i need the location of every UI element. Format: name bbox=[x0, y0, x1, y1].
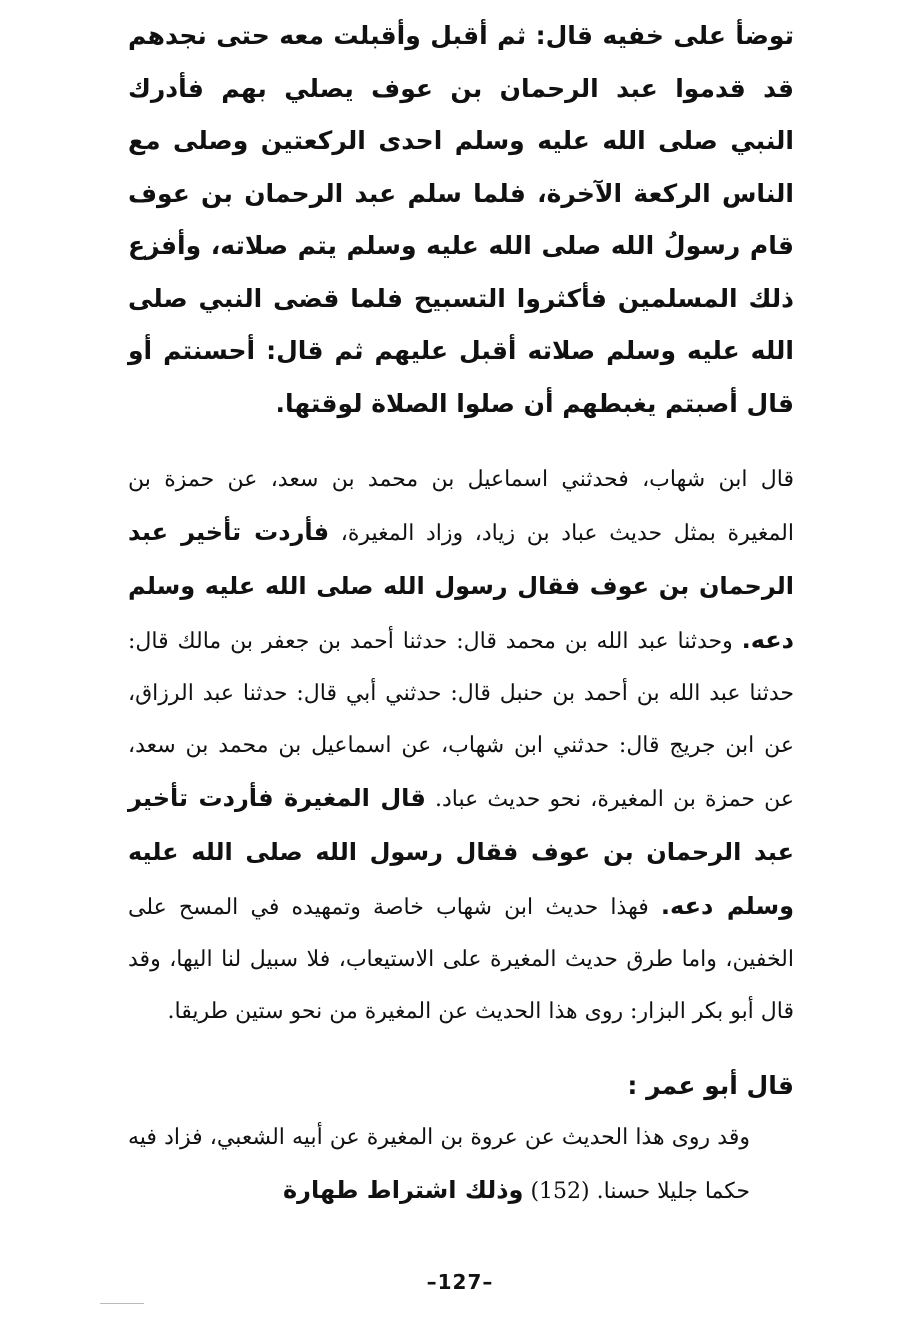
isnad-paragraph bbox=[128, 454, 794, 1038]
closing-text: وقد روى هذا الحديث عن عروة بن المغيرة عن أبيه الشعبي، فزاد فيه حكما جليلا حسنا. (152) bbox=[128, 1125, 750, 1204]
bold-quote: فأردت تأخير عبد الرحمان بن عوف فقال رسول الله صلى الله عليه وسلم دعه. bbox=[128, 518, 794, 654]
closing-paragraph bbox=[128, 1112, 794, 1218]
bold-quote: قال المغيرة فأردت تأخير عبد الرحمان بن عوف فقال رسول الله صلى الله عليه وسلم دعه. bbox=[128, 784, 794, 920]
commentary-text: فهذا حديث ابن شهاب خاصة وتمهيده في المسح على الخفين، واما طرق حديث المغيرة على الاستيعاب، فلا سبيل لنا اليها، وقد قال أبو بكر البزار: روى هذا الحديث عن المغيرة من نحو ستين طريقا. bbox=[128, 895, 794, 1024]
paragraph-gap bbox=[128, 1038, 794, 1060]
page-number: –127– bbox=[426, 1270, 494, 1294]
hadith-paragraph: توضأ على خفيه قال: ثم أقبل وأقبلت معه حتى نجدهم قد قدموا عبد الرحمان بن عوف يصلي بهم فأدرك النبي صلى الله عليه وسلم احدى الركعتين وصلى مع الناس الركعة الآخرة، فلما سلم عبد الرحمان بن عوف قام رسولُ الله صلى الله عليه وسلم يتم صلاته، وأفزع ذلك المسلمين فأكثروا التسبيح فلما قضى النبي صلى الله عليه وسلم صلاته أقبل عليهم ثم قال: أحسنتم أو قال أصبتم يغبطهم أن صلوا الصلاة لوقتها. bbox=[128, 21, 794, 418]
isnad-text: قال ابن شهاب، فحدثني اسماعيل بن محمد بن سعد، عن حمزة بن المغيرة بمثل حديث عباد بن زياد، وزاد المغيرة، bbox=[128, 467, 794, 546]
scan-artifact bbox=[100, 1303, 144, 1304]
bold-quote: وذلك اشتراط طهارة bbox=[283, 1176, 524, 1204]
isnad-text: وحدثنا عبد الله بن محمد قال: حدثنا أحمد بن جعفر بن مالك قال: حدثنا عبد الله بن أحمد بن حنبل قال: حدثني أبي قال: حدثنا عبد الرزاق، عن ابن جريج قال: حدثني ابن شهاب، عن اسماعيل بن محمد بن سعد، عن حمزة بن المغيرة، نحو حديث عباد. bbox=[128, 629, 794, 812]
paragraph-gap bbox=[128, 430, 794, 454]
section-heading: قال أبو عمر : bbox=[627, 1071, 794, 1100]
document-page bbox=[128, 10, 794, 1330]
